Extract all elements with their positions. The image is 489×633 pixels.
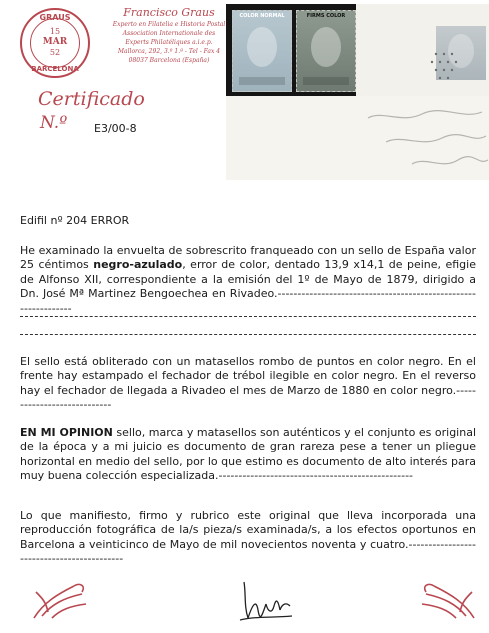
flourish-right-icon	[418, 572, 478, 622]
paragraph-description	[20, 244, 476, 316]
paragraph-description-part-1: He examinado la envuelta de sobrescrito franqueado con un sello de España valor 25 céntimos	[20, 244, 476, 272]
paragraph-declaration: Lo que manifiesto, firmo y rubrico este original que lleva incorporada una reproducción fotográfica de la/s pieza/s examinada/s, a los efectos oportunos en Barcelona a veinticinco de Mayo de mil novecientos noventa y cuatro.-------------------------------------------	[20, 509, 476, 566]
paragraph-description-color: negro-azulado	[93, 258, 183, 272]
letterhead-line-1: Experto en Filatelia e Historia Postal	[112, 21, 226, 28]
letterhead-line-4: Mallorca, 292, 3.º 1.ª - Tel - Fax 4	[117, 48, 221, 55]
postmark-stamp	[20, 8, 90, 78]
stamp-portrait-icon	[247, 27, 277, 67]
postmark-year: 52	[49, 48, 61, 57]
paragraph-description-part-2: , error de color, dentado 13,9 x14,1 de peine, efigie de Alfonso XII, correspondiente a la emisión del 1º de Mayo de 1879, dirigido a Dn. José Mª Martinez Bengoechea en Rivadeo.---------------------------------------------------------------	[20, 258, 476, 315]
stamp-portrait-icon	[311, 27, 341, 67]
paragraph-cancellation: El sello está obliterado con un matasellos rombo de puntos en color negro. En el frente hay estampado el fechador de trébol ilegible en color negro. En el reverso hay el fechador de llegada a Rivadeo el mes de Marzo de 1880 en color negro.----------------------------	[20, 355, 476, 412]
stamp-normal-color-image	[232, 10, 292, 92]
signature-image	[236, 576, 296, 622]
postmark-bottom-text: BARCELONA	[31, 65, 79, 73]
edifil-reference: Edifil nº 204 ERROR	[20, 214, 130, 227]
dashed-separator	[20, 334, 476, 335]
letterhead-line-3: Experts Philatéliques a.i.e.p.	[125, 39, 213, 46]
flourish-left-icon	[30, 572, 90, 622]
certificate-number-label: N.º	[40, 113, 68, 133]
opinion-heading: EN MI OPINION	[20, 426, 113, 439]
stamp-value-band	[303, 77, 349, 85]
paragraph-opinion	[20, 426, 476, 484]
letterhead-name: Francisco Graus	[123, 6, 215, 19]
certificate-title: Certificado	[38, 88, 145, 110]
postmark-day: 15	[49, 27, 61, 36]
letterhead-line-2: Association Internationale des	[122, 30, 216, 37]
postmark-month: MAR	[42, 37, 68, 47]
envelope-photo	[226, 4, 489, 180]
envelope-handwriting-image	[362, 100, 489, 180]
stamp-error-color-image	[296, 10, 356, 92]
stamp-error-label: FIRMS COLOR	[306, 13, 346, 19]
dashed-separator	[20, 316, 476, 317]
rhombus-cancel-mark-image	[416, 44, 486, 94]
letterhead-line-5: 08037 Barcelona (España)	[128, 57, 210, 64]
stamp-normal-label: COLOR NORMAL	[239, 13, 285, 19]
letterhead	[104, 6, 234, 65]
postmark-top-text: GRAUS	[39, 13, 71, 22]
opinion-text: sello, marca y matasellos son auténticos y el conjunto es original de la época y a mi juicio es documento de gran rareza pese a tener un pliegue horizontal en medio del sello, por lo que estimo es documento de alto interés para muy buena colección especializada.-------------------------------------------------	[20, 426, 477, 483]
stamp-value-band	[239, 77, 285, 85]
certificate-code: E3/00-8	[94, 122, 137, 135]
